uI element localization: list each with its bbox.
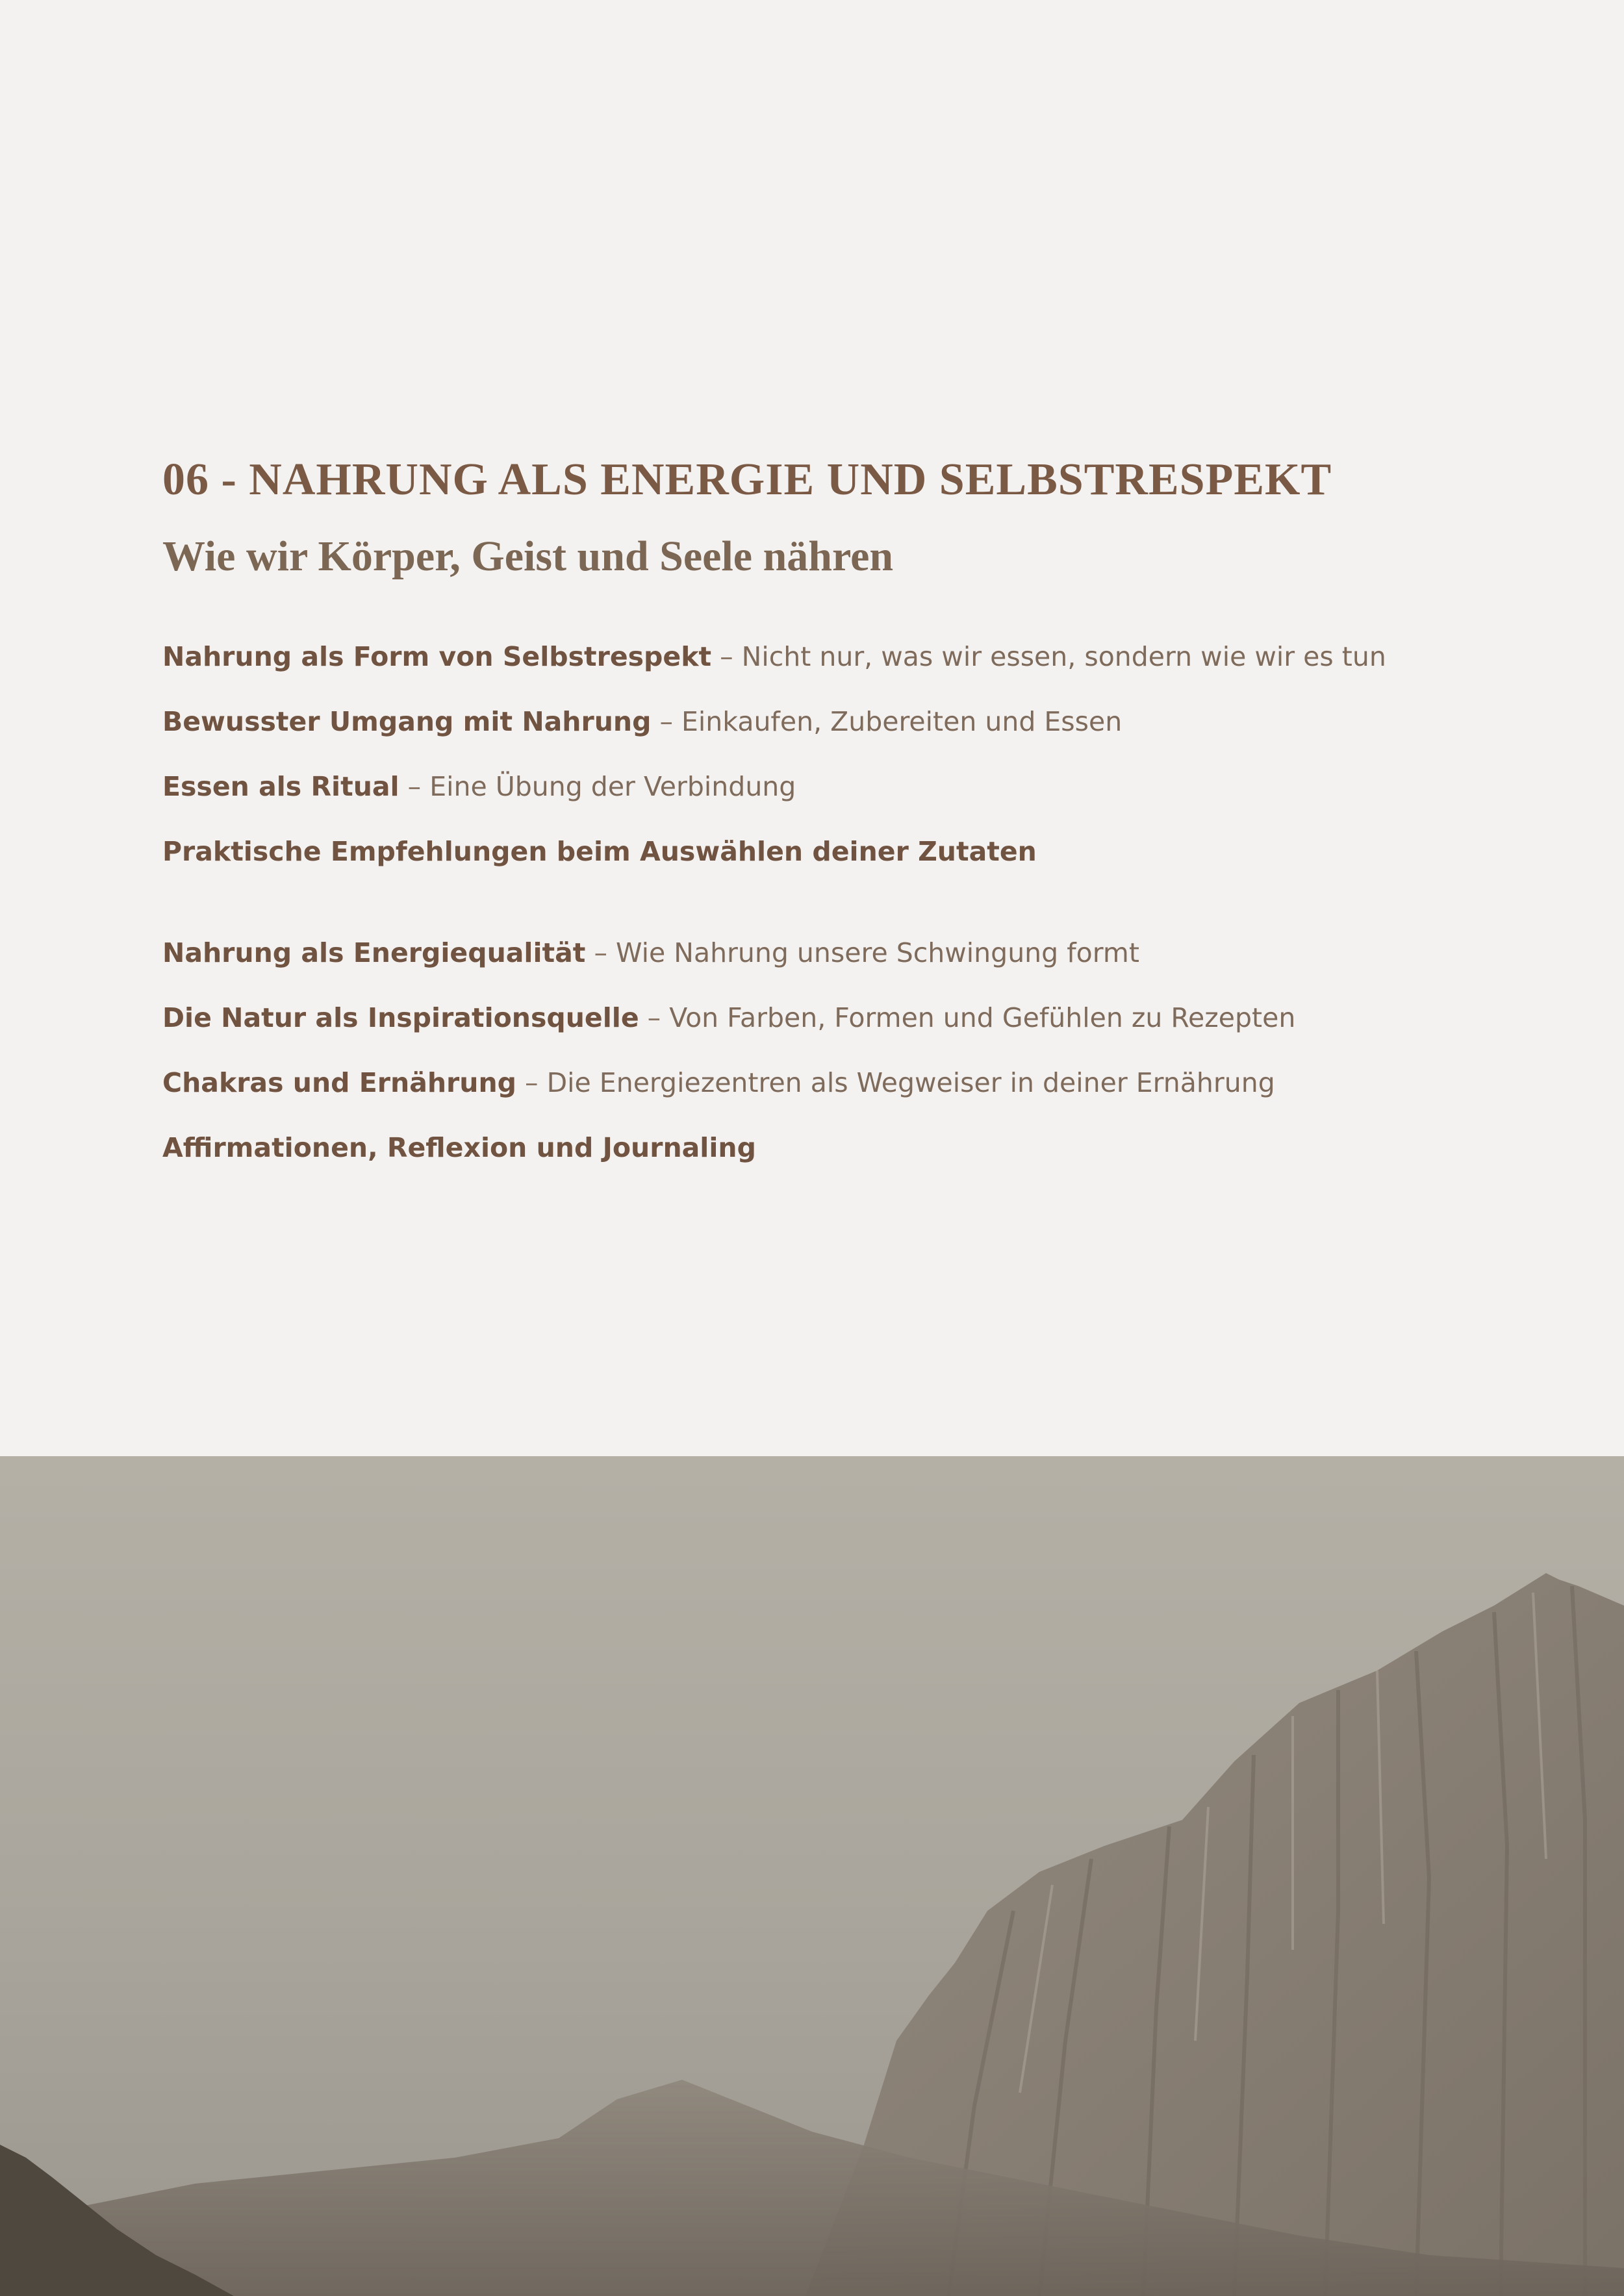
- toc-item-label: Essen als Ritual: [162, 771, 400, 803]
- toc-group-2: [162, 937, 1494, 1165]
- toc-group-1: [162, 640, 1494, 869]
- toc-item: [162, 835, 1494, 868]
- chapter-title: 06 - NAHRUNG ALS ENERGIE UND SELBSTRESPEKT: [162, 455, 1332, 505]
- toc-item-label: Praktische Empfehlungen beim Auswählen deiner Zutaten: [162, 836, 1037, 868]
- toc-item-separator: –: [651, 705, 682, 737]
- toc-item: [162, 937, 1494, 970]
- toc-item-label: Nahrung als Energiequalität: [162, 937, 586, 968]
- toc-item-separator: –: [516, 1067, 547, 1099]
- toc-item: [162, 705, 1494, 738]
- toc-item-description: Von Farben, Formen und Gefühlen zu Rezepten: [669, 1002, 1296, 1033]
- toc-item: [162, 640, 1494, 674]
- toc-item: [162, 770, 1494, 803]
- toc-item-description: Eine Übung der Verbindung: [429, 771, 796, 803]
- chapter-content: [162, 455, 1494, 1197]
- toc-item-label: Affirmationen, Reflexion und Journaling: [162, 1132, 756, 1164]
- toc-item-separator: –: [639, 1002, 670, 1033]
- toc-item-description: Nicht nur, was wir essen, sondern wie wir es tun: [741, 640, 1386, 672]
- mountain-landscape-image: [0, 1456, 1624, 2296]
- toc-item-description: Die Energiezentren als Wegweiser in deiner Ernährung: [546, 1067, 1275, 1099]
- toc-item-description: Einkaufen, Zubereiten und Essen: [681, 705, 1123, 737]
- toc-item-label: Chakras und Ernährung: [162, 1067, 516, 1099]
- toc-item-separator: –: [585, 937, 616, 968]
- toc-item: [162, 1131, 1494, 1165]
- toc-item: [162, 1002, 1494, 1035]
- chapter-subtitle: Wie wir Körper, Geist und Seele nähren: [162, 533, 894, 580]
- mountain-landscape-svg: [0, 1456, 1624, 2296]
- toc-item-separator: –: [711, 640, 742, 672]
- toc-item-description: Wie Nahrung unsere Schwingung formt: [615, 937, 1139, 968]
- toc-item: [162, 1066, 1494, 1100]
- toc-item-label: Nahrung als Form von Selbstrespekt: [162, 640, 712, 672]
- toc-item-label: Die Natur als Inspirationsquelle: [162, 1002, 639, 1033]
- toc-item-separator: –: [399, 771, 430, 803]
- toc-item-label: Bewusster Umgang mit Nahrung: [162, 705, 652, 737]
